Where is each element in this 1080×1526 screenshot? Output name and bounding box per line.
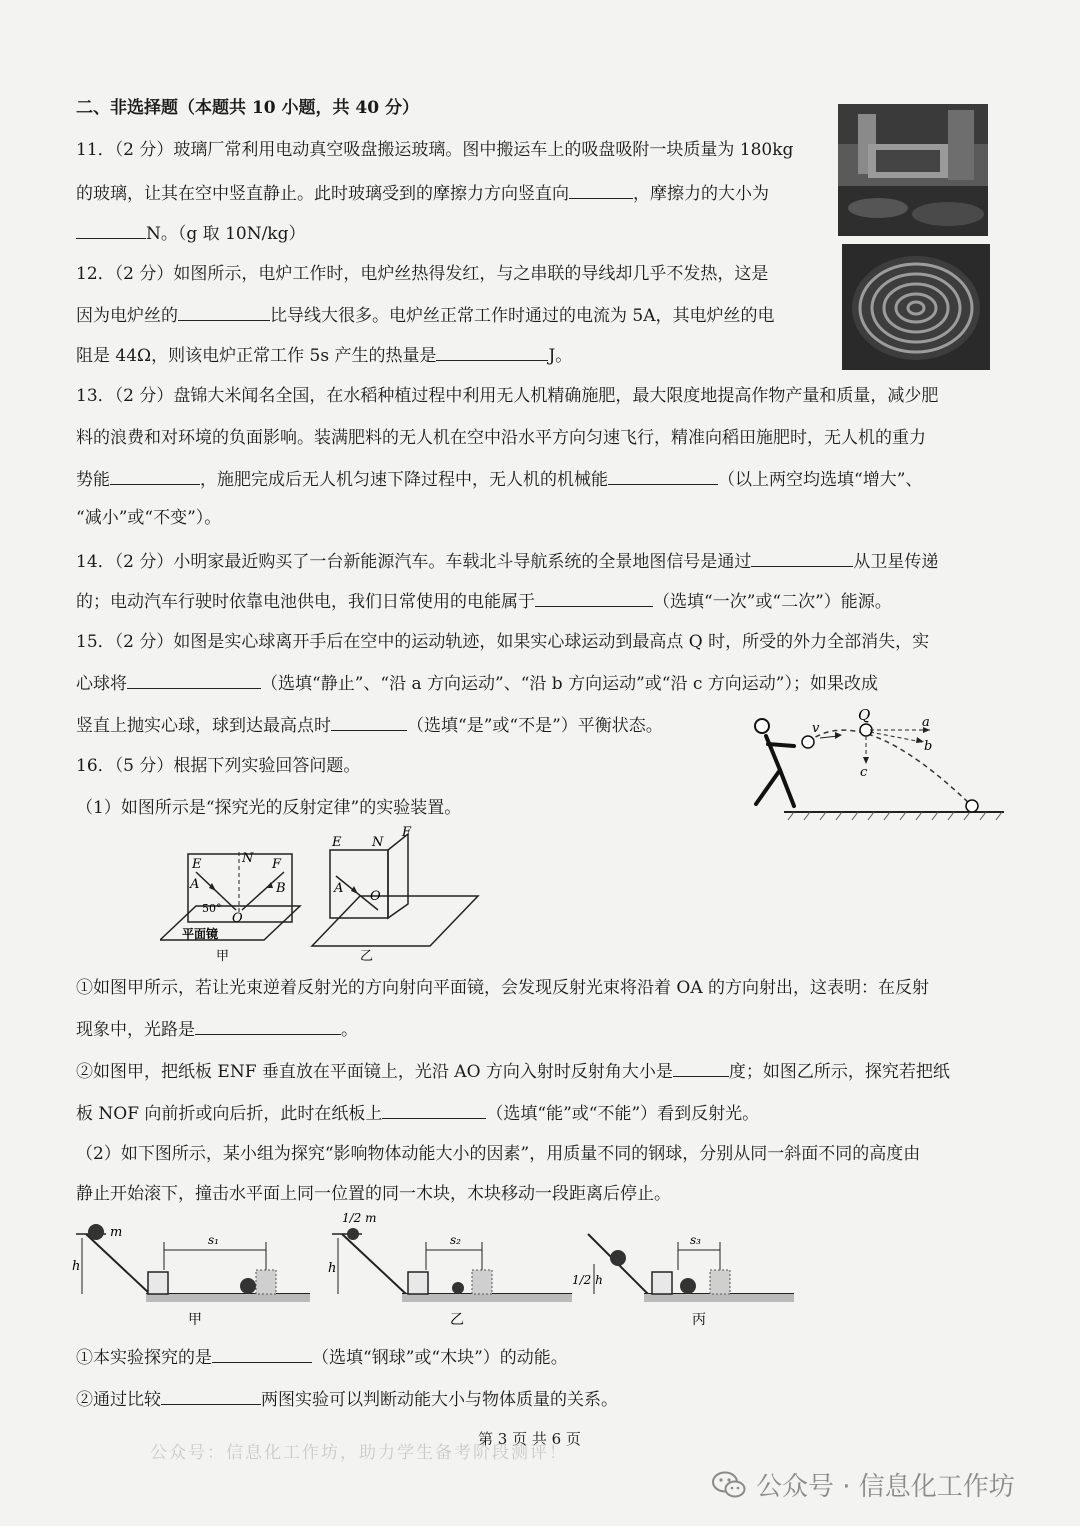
fig-label-mirror: 平面镜 — [182, 927, 219, 941]
q14-blank-energy[interactable] — [535, 588, 653, 607]
q13-text: （以上两空均选填“增大”、 — [718, 470, 923, 490]
q11-line3 — [76, 220, 305, 246]
q12-text: 因为电炉丝的 — [76, 306, 178, 326]
brand-footer — [712, 1466, 1015, 1503]
page-number: 第 3 页 共 6 页 — [478, 1430, 581, 1448]
q14-text: 14．（2 分）小明家最近购买了一台新能源汽车。车载北斗导航系统的全景地图信号是通过 — [76, 552, 752, 572]
q12-line3 — [76, 342, 572, 368]
q16-blank-angle[interactable] — [673, 1058, 729, 1077]
shotput-trajectory-figure — [744, 706, 1006, 826]
fig-label-a: a — [922, 715, 930, 730]
fig-label-E: E — [192, 857, 202, 872]
q16-sub3 — [76, 1344, 568, 1370]
q13-line4: “减小”或“不变”）。 — [76, 508, 222, 528]
q14-text: （选填“一次”或“二次”）能源。 — [653, 592, 892, 612]
q13-text: ，施肥完成后无人机匀速下降过程中，无人机的机械能 — [200, 470, 608, 490]
q13-line3 — [76, 466, 922, 492]
fig-caption-jia: 甲 — [216, 949, 230, 964]
q15-text: （选填“静止”、“沿 a 方向运动”、“沿 b 方向运动”或“沿 c 方向运动”）；如果改成 — [261, 674, 878, 694]
fig-label-N2: N — [372, 835, 384, 850]
q14-text: 的；电动汽车行驶时依靠电池供电，我们日常使用的电能属于 — [76, 592, 535, 612]
q15-line1: 15．（2 分）如图是实心球离开手后在空中的运动轨迹，如果实心球运动到最高点 Q 时，所受的外力全部消失，实 — [76, 632, 930, 652]
q12-line1: 12．（2 分）如图所示，电炉工作时，电炉丝热得发红，与之串联的导线却几乎不发热，这是 — [76, 264, 769, 284]
q15-blank-motion[interactable] — [127, 670, 261, 689]
q16-line1: 16．（5 分）根据下列实验回答问题。 — [76, 756, 361, 776]
fig2-caption-yi: 乙 — [450, 1312, 464, 1328]
q16-sub1-line1: ①如图甲所示，若让光束逆着反射光的方向射向平面镜，会发现反射光束将沿着 OA 的方向射出，这表明：在反射 — [76, 978, 930, 998]
q15-text: 竖直上抛实心球，球到达最高点时 — [76, 716, 331, 736]
fig-label-A2: A — [334, 881, 344, 896]
q14-line2 — [76, 588, 892, 614]
q16-text: ①本实验探究的是 — [76, 1348, 212, 1368]
fig-caption-yi: 乙 — [360, 949, 374, 964]
q12-text: 比导线大很多。电炉丝正常工作时通过的电流为 5A，其电炉丝的电 — [270, 306, 775, 326]
fig-label-c: c — [860, 765, 868, 780]
q15-text: （选填“是”或“不是”）平衡状态。 — [407, 716, 663, 736]
q15-text: 心球将 — [76, 674, 127, 694]
fig2-caption-jia: 甲 — [188, 1312, 202, 1328]
q11-text: ，摩擦力的大小为 — [633, 184, 769, 204]
q15-line2 — [76, 670, 878, 696]
q14-blank-wave[interactable] — [751, 548, 853, 567]
fig-label-s2: s₂ — [450, 1233, 461, 1247]
q12-line2 — [76, 302, 775, 328]
q16-text: 度；如图乙所示，探究若把纸 — [728, 1062, 950, 1082]
fig-label-Q: Q — [858, 706, 871, 724]
fig-label-h: h — [72, 1259, 81, 1274]
q11-text: N。（g 取 10N/kg） — [146, 224, 306, 244]
fig-label-v: v — [812, 721, 820, 736]
q16-part2-line2: 静止开始滚下，撞击水平面上同一位置的同一木块，木块移动一段距离后停止。 — [76, 1184, 671, 1204]
kinetic-energy-figure — [70, 1212, 850, 1332]
fig-label-O2: O — [370, 889, 381, 904]
q16-blank-reversible[interactable] — [195, 1016, 341, 1035]
q16-sub4 — [76, 1386, 618, 1412]
q16-blank-object[interactable] — [212, 1344, 312, 1363]
q13-line2: 料的浪费和对环境的负面影响。装满肥料的无人机在空中沿水平方向匀速飞行，精准向稻田施肥时，无人机的重力 — [76, 428, 926, 448]
fig-label-s3: s₃ — [690, 1233, 701, 1247]
electric-stove-photo — [842, 244, 990, 370]
q11-blank-direction[interactable] — [569, 180, 633, 199]
q13-line1: 13．（2 分）盘锦大米闻名全国，在水稻种植过程中利用无人机精确施肥，最大限度地提高作物产量和质量，减少肥 — [76, 386, 939, 406]
q16-text: ②通过比较 — [76, 1390, 161, 1410]
q13-text: 势能 — [76, 470, 110, 490]
q16-sub2-line2 — [76, 1100, 759, 1126]
q16-text: 板 NOF 向前折或向后折，此时在纸板上 — [76, 1104, 383, 1124]
q14-text: 从卫星传递 — [853, 552, 939, 572]
fig-label-A: A — [190, 877, 200, 892]
q16-text: 现象中，光路是 — [76, 1020, 195, 1040]
q12-text: J。 — [548, 346, 573, 366]
q16-text: （选填“能”或“不能”）看到反射光。 — [486, 1104, 760, 1124]
fig-label-F: F — [272, 857, 282, 872]
q13-blank-potential[interactable] — [110, 466, 200, 485]
watermark-text: 公众号：信息化工作坊，助力学生备考阶段测评！ — [150, 1443, 568, 1463]
q12-blank-heat[interactable] — [436, 342, 548, 361]
q14-line1 — [76, 548, 938, 574]
fig-label-m: m — [110, 1225, 123, 1240]
wechat-icon — [712, 1471, 746, 1499]
q12-text: 阻是 44Ω，则该电炉正常工作 5s 产生的热量是 — [76, 346, 437, 366]
q16-text: 两图实验可以判断动能大小与物体质量的关系。 — [261, 1390, 618, 1410]
fig-label-h2: h — [328, 1261, 337, 1276]
q16-text: 。 — [341, 1020, 358, 1040]
fig-label-b: b — [924, 739, 933, 754]
fig-label-B: B — [276, 881, 286, 896]
fig-label-half-m: 1/2 m — [342, 1212, 377, 1225]
fig-label-E2: E — [332, 835, 342, 850]
q16-text: （选填“钢球”或“木块”）的动能。 — [312, 1348, 568, 1368]
fig-label-N: N — [242, 851, 254, 866]
q11-text: 的玻璃，让其在空中竖直静止。此时玻璃受到的摩擦力方向竖直向 — [76, 184, 569, 204]
q16-blank-compare[interactable] — [161, 1386, 261, 1405]
section-title: 二、非选择题（本题共 10 小题，共 40 分） — [76, 98, 419, 118]
light-reflection-figure — [160, 826, 480, 966]
brand-text: 公众号 · 信息化工作坊 — [756, 1472, 1015, 1502]
q11-line2 — [76, 180, 769, 206]
q11-line1: 11．（2 分）玻璃厂常利用电动真空吸盘搬运玻璃。图中搬运车上的吸盘吸附一块质量为 180kg — [76, 140, 794, 160]
fig-label-angle: 50° — [202, 902, 222, 915]
glass-lifter-photo — [838, 104, 988, 236]
q16-part2-line1: （2）如下图所示，某小组为探究“影响物体动能大小的因素”，用质量不同的钢球，分别从同一斜面不同的高度由 — [76, 1144, 921, 1164]
q15-line3 — [76, 712, 663, 738]
q16-part1: （1）如图所示是“探究光的反射定律”的实验装置。 — [76, 798, 462, 818]
fig-label-half-h: 1/2 h — [572, 1273, 603, 1287]
q16-text: ②如图甲，把纸板 ENF 垂直放在平面镜上，光沿 AO 方向入射时反射角大小是 — [76, 1062, 673, 1082]
fig-label-F2: F — [402, 826, 412, 840]
q15-blank-balance[interactable] — [331, 712, 407, 731]
q12-blank-resistance[interactable] — [178, 302, 270, 321]
fig-label-s1: s₁ — [208, 1233, 219, 1247]
fig-label-O: O — [232, 911, 243, 926]
q11-blank-friction[interactable] — [76, 220, 146, 239]
q13-blank-mechanical[interactable] — [608, 466, 718, 485]
fig2-caption-bing: 丙 — [692, 1312, 706, 1328]
q16-blank-see-light[interactable] — [382, 1100, 486, 1119]
q16-sub2-line1 — [76, 1058, 950, 1084]
q16-sub1-line2 — [76, 1016, 358, 1042]
